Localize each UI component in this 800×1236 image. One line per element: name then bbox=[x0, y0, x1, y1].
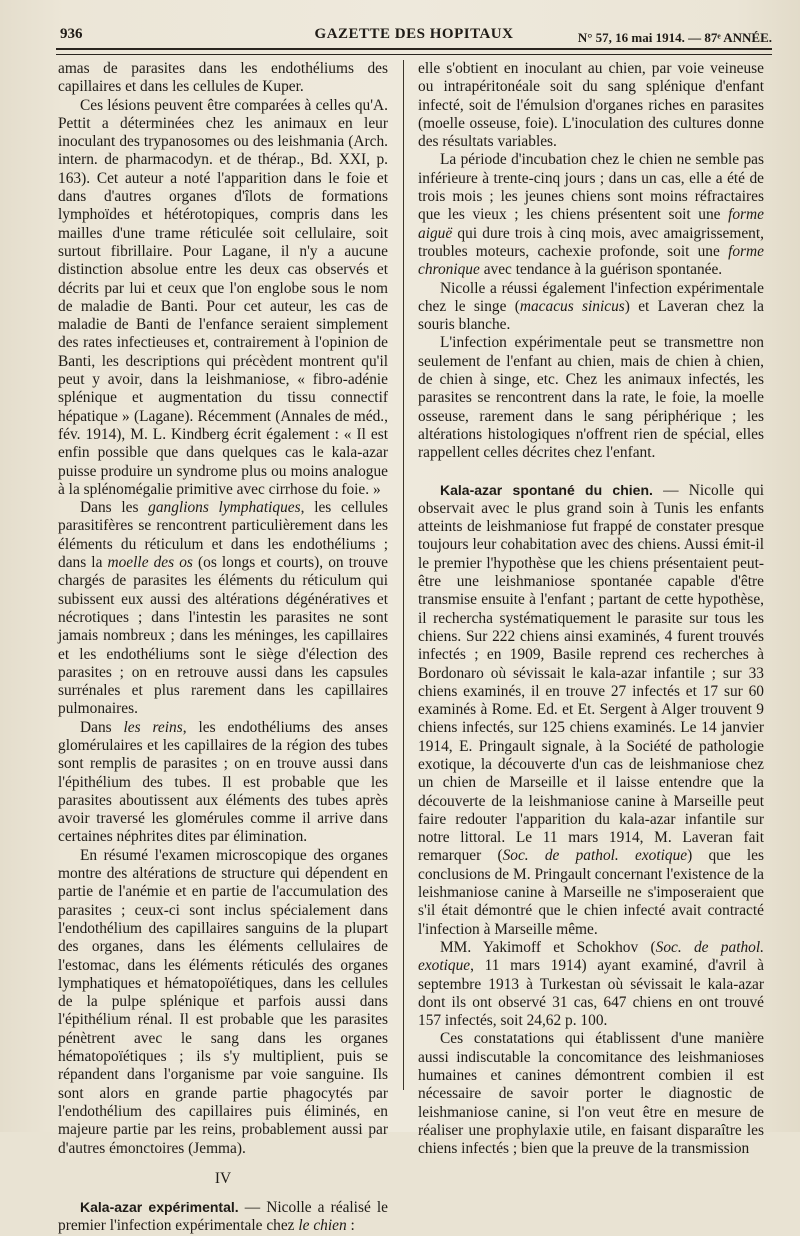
paragraph: L'infection expérimentale peut se transmettre non seulement de l'enfant au chien, mais de chien à chien, de chien à singe, etc. Chez les animaux infectés, les parasites se rencontrent dans la rate, le foie, la moelle osseuse, rarement dans le sang périphérique ; les altérations histologiques n'offrent rien de spécial, elles rappellent celles décrites chez l'enfant. bbox=[418, 334, 764, 462]
column-divider bbox=[403, 60, 404, 1090]
paragraph: Kala-azar expérimental. — Nicolle a réalisé le premier l'infection expérimentale chez le chien : bbox=[58, 1199, 388, 1235]
paragraph: La période d'incubation chez le chien ne semble pas inférieure à trente-cinq jours ; dans un cas, elle a été de trois mois ; les jeunes chiens sont moins réfractaires que les vieux ; les chiens présentent soit une forme aiguë qui dure trois à cinq mois, avec amaigrissement, troubles moteurs, cachexie profonde, soit une forme chronique avec tendance à la guérison spontanée. bbox=[418, 151, 764, 279]
right-column bbox=[418, 60, 764, 1158]
paragraph: En résumé l'examen microscopique des organes montre des altérations de structure qui dépendent en partie de l'anémie et en partie de l'accumulation des parasites ; ceux-ci sont inclus spécialement dans l'endothélium des capillaires sanguins de la plupart des organes, dans les éléments cellulaires de l'estomac, dans les éléments réticulés des organes lymphatiques et hématopoïétiques, dans les cellules de la pulpe splénique et parfois aussi dans l'épithélium rénal. Il est probable que les parasites pénètrent avec le sang dans les organes hématopoïétiques ; ils s'y multiplient, puis se répandent dans l'organisme par voie sanguine. Ils sont alors en grande partie phagocytés par l'endothélium des capillaires puis éliminés, en majeure partie par les reins, probablement aussi par d'autres émonctoires (Jemma). bbox=[58, 846, 388, 1157]
section-number: IV bbox=[214, 1169, 232, 1187]
header-rule-thin bbox=[56, 54, 772, 55]
page-header bbox=[56, 20, 772, 46]
journal-title: GAZETTE DES HOPITAUX bbox=[314, 26, 514, 42]
paragraph: amas de parasites dans les endothéliums des capillaires et dans les cellules de Kuper. bbox=[58, 60, 388, 96]
issue-info: N° 57, 16 mai 1914. — 87ᵉ ANNÉE. bbox=[577, 30, 772, 45]
section-heading: Kala-azar expérimental. bbox=[80, 1199, 239, 1216]
paragraph: Nicolle a réussi également l'infection expérimentale chez le singe (macacus sinicus) et Laveran chez la souris blanche. bbox=[418, 279, 764, 334]
paragraph: MM. Yakimoff et Schokhov (Soc. de pathol. exotique, 11 mars 1914) ayant examiné, d'avril à septembre 1913 à Turkestan où sévissait le kala-azar dont ils ont observé 31 cas, 647 chiens en ont trouvé 157 infectés, soit 24,62 p. 100. bbox=[418, 938, 764, 1030]
paragraph: Dans les reins, les endothéliums des anses glomérulaires et les capillaires de la région des tubes sont remplis de parasites ; on en trouve aussi dans l'épithélium des tubes. Il est probable que les parasites aboutissent aux éléments des tubes après avoir traversé les glomérules comme il arrive dans certaines néphrites dites par élimination. bbox=[58, 718, 388, 846]
paragraph: elle s'obtient en inoculant au chien, par voie veineuse ou intrapéritonéale soit du sang splénique d'enfant infecté, soit de l'émulsion d'organes riches en parasites (moelle osseuse, foie). L'inoculation des cultures donne des résultats variables. bbox=[418, 60, 764, 151]
paragraph: Ces lésions peuvent être comparées à celles qu'A. Pettit a déterminées chez les animaux en leur inoculant des trypanosomes ou des leishmania (Arch. intern. de pharmacodyn. et de thérap., Bd. XXI, p. 163). Cet auteur a noté l'apparition dans le foie et dans d'autres organes d'îlots de formations lymphoïdes et hétérotopiques, compris dans les mailles d'une trame réticulée soit cellulaire, soit surtout fibrillaire. Pour Lagane, il n'y a aucune distinction absolue entre les deux cas observés et décrits par lui et ceux que l'on englobe sous le nom de maladie de Banti. Pour cet auteur, les cas de maladie de Banti de l'enfance seraient simplement des rates infectieuses et, contrairement à l'opinion de Banti, les descriptions qui précèdent montrent qu'il peut y avoir, dans la leishmaniose, « fibro-adénie splénique et augmentation du tissu connectif hépatique » (Lagane). Récemment (Annales de méd., fév. 1914), M. L. Kindberg écrit également : « Il est enfin possible que dans quelques cas le kala-azar puisse produire un syndrome plus ou moins analogue à la splénomégalie primitive avec cirrhose du foie. » bbox=[58, 96, 388, 498]
section-heading: Kala-azar spontané du chien. bbox=[440, 481, 653, 498]
page-number: 936 bbox=[60, 26, 83, 42]
paragraph: Dans les ganglions lymphatiques, les cellules parasitifères se rencontrent particulièrement dans les éléments du réticulum et dans les endothéliums ; dans la moelle des os (os longs et courts), on trouve chargés de parasites les éléments du réticulum qui subissent eux aussi des altérations dégénératives et nécrotiques ; dans l'intestin les parasites ne sont jamais nombreux ; dans les méninges, les capillaires et les endothéliums sont le siège d'élection des parasites ; on en retrouve aussi dans les capsules surrénales et plus rarement dans les capillaires pulmonaires. bbox=[58, 499, 388, 718]
left-column bbox=[58, 60, 388, 1235]
paragraph: Kala-azar spontané du chien. — Nicolle qui observait avec le plus grand soin à Tunis les enfants atteints de leishmaniose fut frappé de constater presque toujours leur cohabitation avec des chiens. Aussi émit-il le premier l'hypothèse que les chiens présentaient peut-être une leishmaniose spontanée capable d'être transmise ensuite à l'enfant ; partant de cette hypothèse, il rechercha systématiquement le parasite sur tous les chiens. Sur 222 chiens ainsi examinés, 4 furent trouvés infectés ; en 1909, Basile reprend ces recherches à Bordonaro où sévissait le kala-azar infantile ; sur 33 chiens examinés, il en trouve 27 infectés et 17 sur 60 examinés à Rome. Ed. et Et. Sergent à Alger trouvent 9 chiens infectés, sur 125 chiens examinés. Le 14 janvier 1914, E. Pringault signale, à la Société de pathologie exotique, la découverte d'un cas de leishmaniose chez un chien de Marseille et il laisse entendre que la découverte de la leishmaniose canine à Marseille peut faire redouter l'apparition du kala-azar infantile sur notre littoral. Le 11 mars 1914, M. Laveran fait remarquer (Soc. de pathol. exotique) que les conclusions de M. Pringault concernant l'existence de la leishmaniose canine à Marseille ne s'imposeraient que s'il était démontré que le chien infecté avait contracté l'infection à Marseille même. bbox=[418, 481, 764, 938]
header-rule-thick bbox=[56, 48, 772, 50]
paragraph: Ces constatations qui établissent d'une manière aussi indiscutable la concomitance des leishmanioses humaines et canines démontrent combien il est nécessaire de savoir porter le diagnostic de leishmaniose canine, si l'on veut être en mesure de réaliser une prophylaxie utile, en faisant disparaître les chiens infectés ; bien que la preuve de la transmission bbox=[418, 1030, 764, 1158]
